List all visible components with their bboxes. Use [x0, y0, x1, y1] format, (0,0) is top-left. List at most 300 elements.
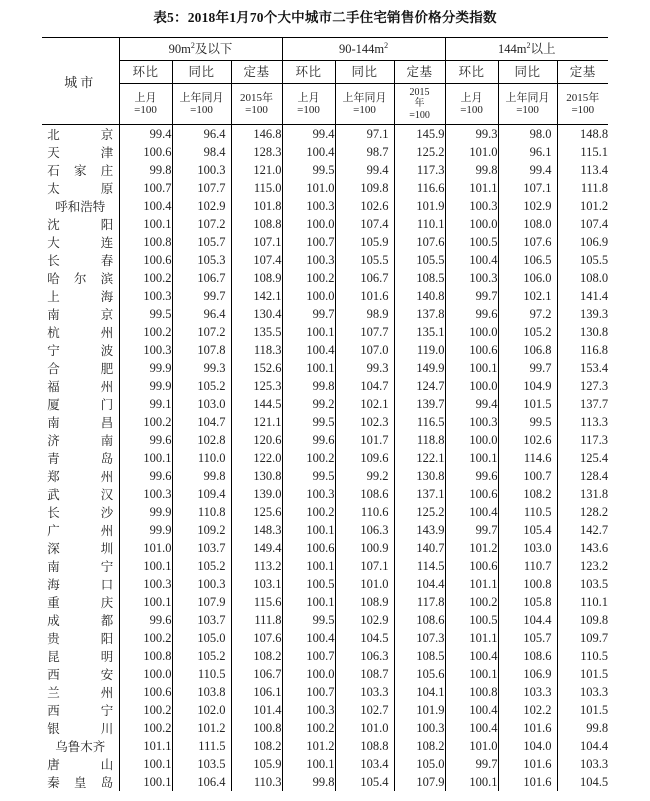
- cell-value: 104.5: [335, 629, 394, 647]
- cell-value: 108.5: [394, 269, 445, 287]
- cell-value: 152.6: [231, 359, 282, 377]
- cell-value: 100.0: [445, 377, 498, 395]
- cell-value: 100.0: [119, 665, 172, 683]
- cell-value: 103.8: [172, 683, 231, 701]
- cell-value: 105.0: [172, 629, 231, 647]
- cell-value: 105.0: [394, 755, 445, 773]
- row-city: [42, 233, 119, 251]
- city-label: 昆明: [47, 650, 114, 664]
- cell-value: 103.3: [335, 683, 394, 701]
- row-city: [42, 719, 119, 737]
- cell-value: 108.6: [498, 647, 557, 665]
- row-city: [42, 773, 119, 791]
- table-row: [42, 701, 608, 719]
- table-row: [42, 395, 608, 413]
- cell-value: 100.3: [394, 719, 445, 737]
- row-city: [42, 629, 119, 647]
- cell-value: 110.1: [394, 215, 445, 233]
- cell-value: 108.8: [335, 737, 394, 755]
- cell-value: 127.3: [557, 377, 608, 395]
- cell-value: 101.2: [557, 197, 608, 215]
- cell-value: 105.7: [498, 629, 557, 647]
- cell-value: 105.6: [394, 665, 445, 683]
- cell-value: 97.1: [335, 125, 394, 144]
- city-label: 厦门: [47, 398, 114, 412]
- cell-value: 99.7: [498, 359, 557, 377]
- cell-value: 99.6: [119, 467, 172, 485]
- row-city: [42, 413, 119, 431]
- cell-value: 99.5: [119, 305, 172, 323]
- header-base-2-0-l1: 上月: [460, 91, 483, 104]
- header-city: 城市: [42, 38, 119, 125]
- cell-value: 100.1: [282, 593, 335, 611]
- header-measure-2-1: 同比: [498, 61, 557, 84]
- cell-value: 99.8: [282, 377, 335, 395]
- cell-value: 99.4: [282, 125, 335, 144]
- cell-value: 100.9: [335, 539, 394, 557]
- table-row: [42, 773, 608, 791]
- cell-value: 100.3: [445, 197, 498, 215]
- cell-value: 104.4: [557, 737, 608, 755]
- cell-value: 102.8: [172, 431, 231, 449]
- city-label: 唐山: [47, 758, 114, 772]
- table-row: [42, 557, 608, 575]
- header-measure-1-1: 同比: [335, 61, 394, 84]
- row-city: [42, 287, 119, 305]
- header-measure-2-2: 定基: [557, 61, 608, 84]
- cell-value: 100.7: [498, 467, 557, 485]
- cell-value: 103.1: [231, 575, 282, 593]
- cell-value: 100.8: [119, 233, 172, 251]
- city-label: 广州: [47, 524, 114, 538]
- cell-value: 100.3: [445, 413, 498, 431]
- cell-value: 113.3: [557, 413, 608, 431]
- cell-value: 107.2: [172, 215, 231, 233]
- table-row: [42, 485, 608, 503]
- cell-value: 105.5: [335, 251, 394, 269]
- cell-value: 101.6: [498, 755, 557, 773]
- cell-value: 125.2: [394, 143, 445, 161]
- row-city: [42, 251, 119, 269]
- city-label: 深圳: [47, 542, 114, 556]
- cell-value: 113.2: [231, 557, 282, 575]
- row-city: [42, 737, 119, 755]
- cell-value: 101.0: [119, 539, 172, 557]
- cell-value: 100.2: [282, 449, 335, 467]
- cell-value: 115.1: [557, 143, 608, 161]
- cell-value: 100.7: [282, 683, 335, 701]
- cell-value: 110.3: [231, 773, 282, 791]
- cell-value: 117.8: [394, 593, 445, 611]
- cell-value: 146.8: [231, 125, 282, 144]
- cell-value: 100.0: [445, 431, 498, 449]
- cell-value: 107.4: [231, 251, 282, 269]
- cell-value: 105.4: [498, 521, 557, 539]
- cell-value: 96.1: [498, 143, 557, 161]
- row-city: [42, 575, 119, 593]
- cell-value: 100.3: [282, 485, 335, 503]
- row-city: [42, 143, 119, 161]
- row-city: [42, 665, 119, 683]
- cell-value: 102.9: [172, 197, 231, 215]
- cell-value: 100.4: [445, 647, 498, 665]
- cell-value: 122.1: [394, 449, 445, 467]
- cell-value: 113.4: [557, 161, 608, 179]
- city-label: 沈阳: [47, 218, 114, 232]
- city-label: 天津: [47, 146, 114, 160]
- cell-value: 107.4: [335, 215, 394, 233]
- cell-value: 101.9: [394, 701, 445, 719]
- table-row: [42, 161, 608, 179]
- cell-value: 107.9: [172, 593, 231, 611]
- header-base-0-0: [119, 84, 172, 125]
- cell-value: 106.5: [498, 251, 557, 269]
- header-base-0-0-l2: =100: [134, 104, 157, 116]
- cell-value: 102.7: [335, 701, 394, 719]
- cell-value: 100.2: [119, 269, 172, 287]
- header-base-1-2-l3: =100: [409, 109, 430, 121]
- cell-value: 120.6: [231, 431, 282, 449]
- cell-value: 99.5: [282, 161, 335, 179]
- cell-value: 98.9: [335, 305, 394, 323]
- cell-value: 105.9: [335, 233, 394, 251]
- table-row: [42, 629, 608, 647]
- cell-value: 99.8: [172, 467, 231, 485]
- cell-value: 100.4: [445, 251, 498, 269]
- cell-value: 100.5: [445, 233, 498, 251]
- table-row: [42, 377, 608, 395]
- city-label: 乌鲁木齐: [55, 740, 106, 754]
- cell-value: 125.4: [557, 449, 608, 467]
- header-group-2-sup: 2: [526, 40, 531, 50]
- cell-value: 99.6: [119, 431, 172, 449]
- row-city: [42, 593, 119, 611]
- cell-value: 100.2: [282, 269, 335, 287]
- cell-value: 104.7: [172, 413, 231, 431]
- cell-value: 108.8: [231, 215, 282, 233]
- city-label: 武汉: [47, 488, 114, 502]
- cell-value: 102.9: [335, 611, 394, 629]
- cell-value: 106.4: [172, 773, 231, 791]
- cell-value: 105.5: [394, 251, 445, 269]
- cell-value: 100.3: [119, 575, 172, 593]
- city-label: 南宁: [47, 560, 114, 574]
- row-city: [42, 323, 119, 341]
- city-label: 哈尔滨: [47, 272, 114, 286]
- cell-value: 99.6: [282, 431, 335, 449]
- cell-value: 104.7: [335, 377, 394, 395]
- cell-value: 122.0: [231, 449, 282, 467]
- header-base-1-0-l1: 上月: [297, 91, 320, 104]
- city-label: 石家庄: [47, 164, 114, 178]
- table-row: [42, 323, 608, 341]
- cell-value: 128.3: [231, 143, 282, 161]
- row-city: [42, 359, 119, 377]
- table-row: [42, 521, 608, 539]
- cell-value: 99.9: [119, 377, 172, 395]
- cell-value: 143.9: [394, 521, 445, 539]
- cell-value: 101.4: [231, 701, 282, 719]
- cell-value: 109.8: [557, 611, 608, 629]
- cell-value: 107.4: [557, 215, 608, 233]
- cell-value: 107.7: [172, 179, 231, 197]
- cell-value: 100.1: [282, 755, 335, 773]
- cell-value: 100.1: [119, 449, 172, 467]
- table-row: [42, 755, 608, 773]
- table-row: [42, 251, 608, 269]
- cell-value: 105.8: [498, 593, 557, 611]
- table-row: [42, 287, 608, 305]
- header-group-0-tail: 及以下: [194, 42, 233, 56]
- cell-value: 108.0: [557, 269, 608, 287]
- row-city: [42, 431, 119, 449]
- cell-value: 100.0: [282, 287, 335, 305]
- cell-value: 104.0: [498, 737, 557, 755]
- cell-value: 105.3: [172, 251, 231, 269]
- row-city: [42, 647, 119, 665]
- cell-value: 108.7: [335, 665, 394, 683]
- cell-value: 100.2: [119, 719, 172, 737]
- row-city: [42, 503, 119, 521]
- header-base-0-2-l2: =100: [245, 104, 268, 116]
- cell-value: 106.3: [335, 647, 394, 665]
- cell-value: 107.1: [335, 557, 394, 575]
- city-label: 福州: [47, 380, 114, 394]
- cell-value: 100.3: [119, 287, 172, 305]
- header-measure-0-0: 环比: [119, 61, 172, 84]
- header-measure-2-0: 环比: [445, 61, 498, 84]
- page-title: 表5：2018年1月70个大中城市二手住宅销售价格分类指数: [153, 10, 497, 25]
- cell-value: 108.5: [394, 647, 445, 665]
- row-city: [42, 557, 119, 575]
- row-city: [42, 269, 119, 287]
- cell-value: 105.2: [172, 647, 231, 665]
- header-group-0-sup: 2: [190, 40, 195, 50]
- cell-value: 101.0: [335, 719, 394, 737]
- cell-value: 104.9: [498, 377, 557, 395]
- header-measure-1-2: 定基: [394, 61, 445, 84]
- cell-value: 105.9: [231, 755, 282, 773]
- price-index-table: [42, 37, 608, 791]
- header-base-2-2: [557, 84, 608, 125]
- header-base-1-1-l1: 上年同月: [342, 91, 387, 104]
- table-row: [42, 737, 608, 755]
- cell-value: 100.0: [282, 215, 335, 233]
- cell-value: 101.1: [445, 629, 498, 647]
- cell-value: 106.8: [498, 341, 557, 359]
- table-row: [42, 197, 608, 215]
- header-row-base: [42, 84, 608, 125]
- header-base-2-2-l1: 2015年: [566, 91, 600, 104]
- cell-value: 104.5: [557, 773, 608, 791]
- cell-value: 148.8: [557, 125, 608, 144]
- header-measure-0-1: 同比: [172, 61, 231, 84]
- cell-value: 118.8: [394, 431, 445, 449]
- cell-value: 102.2: [498, 701, 557, 719]
- cell-value: 100.3: [172, 575, 231, 593]
- city-label: 海口: [47, 578, 114, 592]
- row-city: [42, 755, 119, 773]
- cell-value: 100.1: [445, 665, 498, 683]
- city-label: 西宁: [47, 704, 114, 718]
- cell-value: 100.4: [282, 143, 335, 161]
- header-group-2-main: 144m: [498, 42, 527, 56]
- cell-value: 101.6: [498, 773, 557, 791]
- cell-value: 144.5: [231, 395, 282, 413]
- header-group-0: [119, 38, 282, 61]
- cell-value: 101.8: [231, 197, 282, 215]
- header-base-2-0: [445, 84, 498, 125]
- cell-value: 125.6: [231, 503, 282, 521]
- cell-value: 100.1: [282, 557, 335, 575]
- cell-value: 101.0: [282, 179, 335, 197]
- cell-value: 100.0: [445, 215, 498, 233]
- cell-value: 121.1: [231, 413, 282, 431]
- cell-value: 103.0: [498, 539, 557, 557]
- cell-value: 99.5: [282, 611, 335, 629]
- row-city: [42, 485, 119, 503]
- city-label: 北京: [47, 128, 114, 142]
- cell-value: 109.7: [557, 629, 608, 647]
- cell-value: 99.9: [119, 521, 172, 539]
- cell-value: 103.4: [335, 755, 394, 773]
- header-base-0-1-l2: =100: [190, 104, 213, 116]
- table-row: [42, 683, 608, 701]
- cell-value: 99.7: [445, 287, 498, 305]
- cell-value: 118.3: [231, 341, 282, 359]
- city-label: 长沙: [47, 506, 114, 520]
- cell-value: 100.1: [119, 755, 172, 773]
- cell-value: 137.8: [394, 305, 445, 323]
- cell-value: 106.7: [172, 269, 231, 287]
- cell-value: 102.3: [335, 413, 394, 431]
- cell-value: 100.6: [445, 341, 498, 359]
- cell-value: 100.1: [282, 323, 335, 341]
- row-city: [42, 701, 119, 719]
- cell-value: 130.8: [231, 467, 282, 485]
- cell-value: 100.1: [445, 359, 498, 377]
- city-label: 郑州: [47, 470, 114, 484]
- cell-value: 100.4: [445, 701, 498, 719]
- cell-value: 99.2: [335, 467, 394, 485]
- cell-value: 110.8: [172, 503, 231, 521]
- cell-value: 110.5: [172, 665, 231, 683]
- cell-value: 99.8: [282, 773, 335, 791]
- cell-value: 131.8: [557, 485, 608, 503]
- cell-value: 100.3: [119, 485, 172, 503]
- table-row: [42, 665, 608, 683]
- table-row: [42, 341, 608, 359]
- header-base-0-1-l1: 上年同月: [179, 91, 224, 104]
- cell-value: 101.6: [335, 287, 394, 305]
- cell-value: 99.5: [498, 413, 557, 431]
- cell-value: 139.3: [557, 305, 608, 323]
- cell-value: 111.8: [231, 611, 282, 629]
- cell-value: 100.8: [231, 719, 282, 737]
- cell-value: 141.4: [557, 287, 608, 305]
- cell-value: 119.0: [394, 341, 445, 359]
- header-group-1-main: 90-144m: [338, 42, 385, 56]
- cell-value: 101.2: [282, 737, 335, 755]
- cell-value: 108.2: [498, 485, 557, 503]
- cell-value: 101.1: [445, 179, 498, 197]
- cell-value: 100.4: [282, 629, 335, 647]
- cell-value: 100.6: [119, 251, 172, 269]
- city-label: 南昌: [47, 416, 114, 430]
- cell-value: 101.0: [335, 575, 394, 593]
- cell-value: 99.7: [282, 305, 335, 323]
- cell-value: 100.1: [445, 449, 498, 467]
- cell-value: 148.3: [231, 521, 282, 539]
- cell-value: 96.4: [172, 305, 231, 323]
- cell-value: 125.2: [394, 503, 445, 521]
- cell-value: 140.8: [394, 287, 445, 305]
- table-row: [42, 413, 608, 431]
- cell-value: 101.6: [498, 719, 557, 737]
- city-label: 兰州: [47, 686, 114, 700]
- cell-value: 100.2: [119, 413, 172, 431]
- cell-value: 100.1: [445, 773, 498, 791]
- cell-value: 106.7: [335, 269, 394, 287]
- header-group-0-main: 90m: [168, 42, 191, 56]
- city-label: 银川: [47, 722, 114, 736]
- row-city: [42, 377, 119, 395]
- header-base-2-1: [498, 84, 557, 125]
- cell-value: 108.2: [231, 737, 282, 755]
- header-base-1-2-l2: 年: [414, 98, 425, 110]
- cell-value: 109.2: [172, 521, 231, 539]
- table-header: [42, 38, 608, 125]
- cell-value: 100.1: [119, 557, 172, 575]
- header-base-1-2-l1: 2015: [409, 86, 430, 98]
- cell-value: 103.3: [557, 683, 608, 701]
- header-base-2-0-l2: =100: [460, 104, 483, 116]
- cell-value: 121.0: [231, 161, 282, 179]
- cell-value: 100.3: [119, 341, 172, 359]
- table-body: [42, 125, 608, 792]
- city-label: 长春: [47, 254, 114, 268]
- cell-value: 100.7: [282, 233, 335, 251]
- cell-value: 130.8: [394, 467, 445, 485]
- cell-value: 142.7: [557, 521, 608, 539]
- cell-value: 108.9: [335, 593, 394, 611]
- cell-value: 135.1: [394, 323, 445, 341]
- cell-value: 108.9: [231, 269, 282, 287]
- cell-value: 99.6: [119, 611, 172, 629]
- cell-value: 103.3: [498, 683, 557, 701]
- cell-value: 140.7: [394, 539, 445, 557]
- cell-value: 100.0: [445, 323, 498, 341]
- cell-value: 103.5: [172, 755, 231, 773]
- city-label: 成都: [47, 614, 114, 628]
- table-row: [42, 647, 608, 665]
- cell-value: 100.1: [282, 521, 335, 539]
- cell-value: 99.4: [335, 161, 394, 179]
- cell-value: 101.2: [172, 719, 231, 737]
- cell-value: 109.8: [335, 179, 394, 197]
- header-group-2: [445, 38, 608, 61]
- table-row: [42, 359, 608, 377]
- cell-value: 99.7: [445, 521, 498, 539]
- cell-value: 100.6: [119, 143, 172, 161]
- cell-value: 104.4: [394, 575, 445, 593]
- cell-value: 101.7: [335, 431, 394, 449]
- cell-value: 102.9: [498, 197, 557, 215]
- city-label: 上海: [47, 290, 114, 304]
- cell-value: 107.1: [231, 233, 282, 251]
- header-group-2-tail: 以上: [530, 42, 556, 56]
- header-base-2-1-l1: 上年同月: [505, 91, 550, 104]
